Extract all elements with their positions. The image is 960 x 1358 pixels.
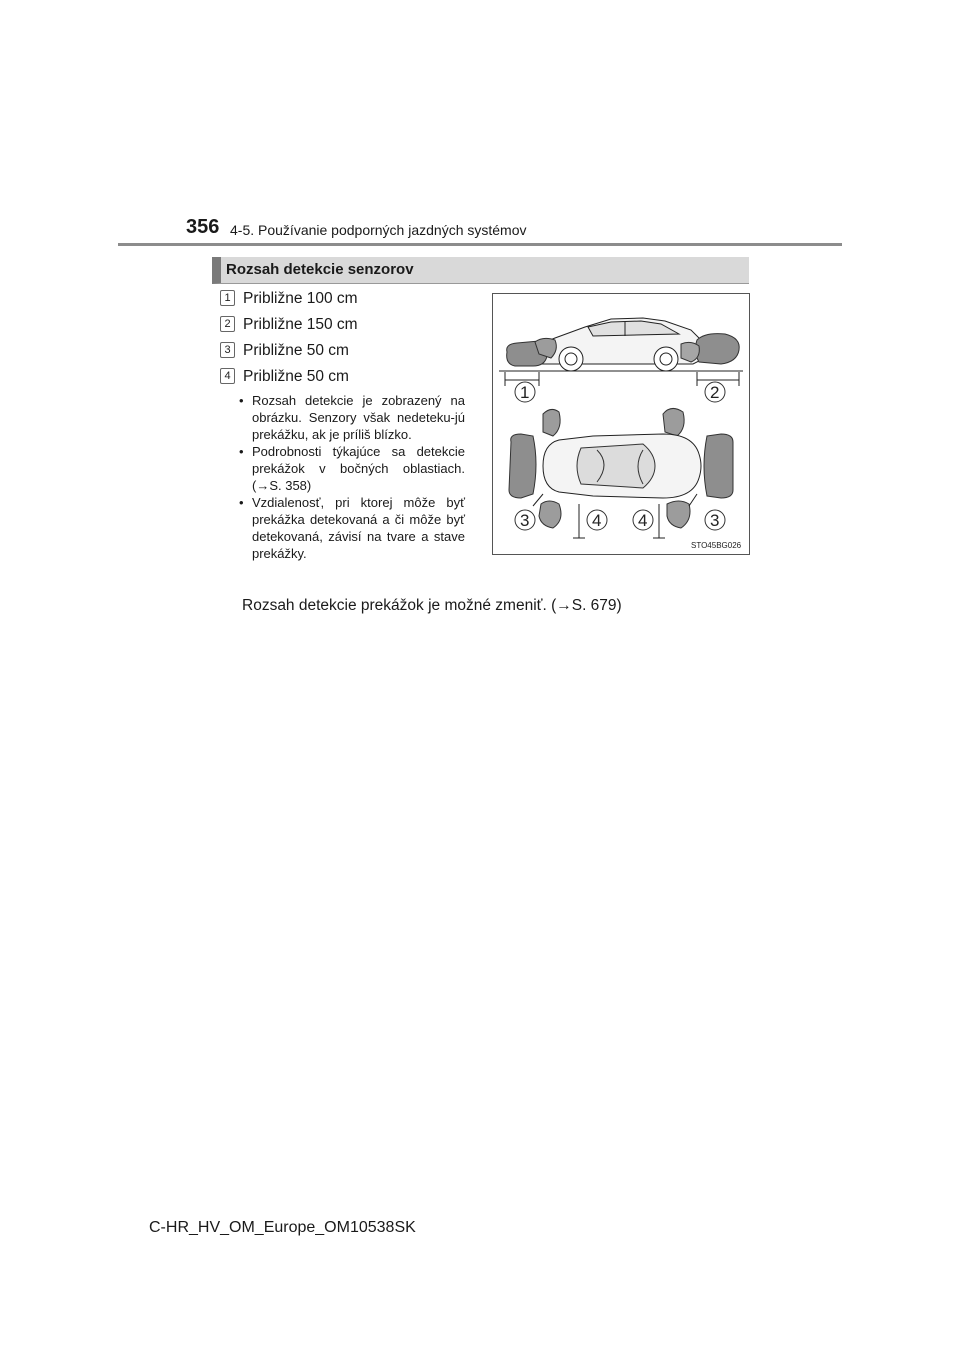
page-number: 356 (186, 216, 220, 238)
item-badge: 4 (220, 368, 235, 384)
bullet-list (232, 392, 465, 562)
sensor-diagram (493, 294, 749, 554)
sensor-range-figure (492, 293, 750, 555)
item-text: Približne 100 cm (243, 290, 358, 307)
top-view (509, 408, 733, 528)
item-text: Približne 50 cm (243, 368, 349, 385)
callout-1: 1 (520, 383, 530, 402)
rear-sensor-zone (695, 334, 739, 364)
item-badge: 2 (220, 316, 235, 332)
figure-code: STO45BG026 (691, 541, 742, 550)
list-item: • Rozsah detekcie je zobrazený na obrázku. Senzory však nedeteku-jú prekážku, ak je príliš blízko. (232, 392, 465, 443)
chapter-title: 4-5. Používanie podporných jazdných systémov (230, 222, 527, 238)
item-badge: 1 (220, 290, 235, 306)
range-dimensions (505, 372, 739, 386)
item-text: Približne 50 cm (243, 342, 349, 359)
item-text: Približne 150 cm (243, 316, 358, 333)
callout-4-left: 4 (592, 511, 602, 530)
callout-3-right: 3 (710, 511, 720, 530)
callout-3-left: 3 (520, 511, 530, 530)
document-id: C-HR_HV_OM_Europe_OM10538SK (149, 1219, 416, 1236)
callout-4-right: 4 (638, 511, 648, 530)
section-title: Rozsah detekcie senzorov (226, 261, 414, 278)
list-item: • Podrobnosti týkajúce sa detekcie prekážok v bočných oblastiach. (→S. 358) (232, 443, 465, 494)
list-item: • Vzdialenosť, pri ktorej môže byť prekážka detekovaná a či môže byť detekovaná, závisí na tvare a stave prekážky. (232, 494, 465, 562)
callout-2: 2 (710, 383, 720, 402)
header-divider (118, 243, 842, 246)
item-badge: 3 (220, 342, 235, 358)
note-text: Rozsah detekcie prekážok je možné zmeniť. (→S. 679) (242, 597, 622, 614)
